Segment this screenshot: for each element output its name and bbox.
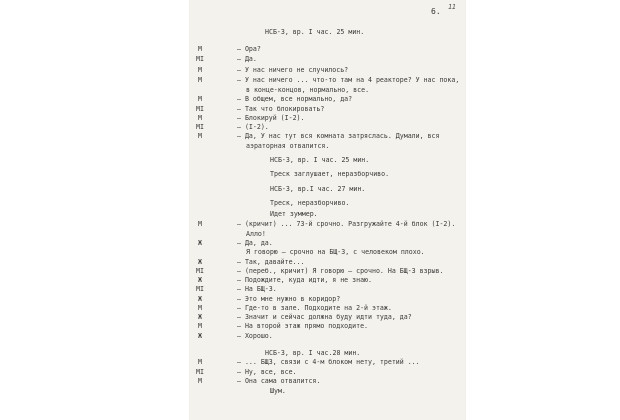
transcript-line — [190, 378, 465, 387]
speaker-label: Ж — [198, 332, 202, 340]
speaker-label: МI — [196, 105, 204, 113]
speaker-label: М — [198, 114, 202, 122]
line-text: Алло! — [246, 230, 266, 238]
speaker-label: М — [198, 304, 202, 312]
speaker-label: М — [198, 358, 202, 366]
transcript-line — [190, 369, 465, 378]
transcript-line — [190, 46, 465, 55]
speaker-label: Ж — [198, 258, 202, 266]
transcript-line — [190, 96, 465, 105]
speaker-label: МI — [196, 267, 204, 275]
line-text: – Это мне нужно в коридор? — [237, 295, 341, 303]
transcript-line — [190, 106, 465, 115]
speaker-label: МI — [196, 55, 204, 63]
speaker-label: М — [198, 377, 202, 385]
speaker-label: МI — [196, 123, 204, 131]
handwritten-annotation: 11 — [448, 3, 456, 11]
transcript-line — [190, 143, 465, 152]
speaker-label: М — [198, 76, 202, 84]
line-text: – (кричит) ... 73-й срочно. Разгружайте 4-й блок (I-2). — [237, 220, 456, 228]
line-text: – У нас ничего не случилось? — [237, 66, 349, 74]
line-text: – Так, давайте... — [237, 258, 305, 266]
line-text: – (I-2). — [237, 123, 269, 131]
line-text: – Она сама отвалится. — [237, 377, 321, 385]
line-text: – Где-то в зале. Подходите на 2-й этаж. — [237, 304, 392, 312]
transcript-line — [190, 200, 465, 209]
transcript-line — [190, 157, 465, 166]
speaker-label: М — [198, 66, 202, 74]
line-text: – В общем, все нормально, да? — [237, 95, 353, 103]
line-text: – На второй этаж прямо подходите. — [237, 322, 369, 330]
speaker-label: Ж — [198, 276, 202, 284]
page-number: 6. — [431, 7, 441, 16]
line-text: Шум. — [270, 387, 286, 395]
line-text: – (переб., кричит) Я говорю – срочно. На БЩ-3 взрыв. — [237, 267, 444, 275]
line-text: в конце-концов, нормально, все. — [246, 86, 370, 94]
line-text: – Хорошо. — [237, 332, 273, 340]
line-text: Я говорю – срочно на БЩ-3, с человеком плохо. — [246, 248, 425, 256]
line-text: Идет зуммер. — [270, 210, 318, 218]
speaker-label: Ж — [198, 295, 202, 303]
transcript-line — [190, 286, 465, 295]
transcript-line — [190, 211, 465, 220]
line-text: Треск заглушает, неразборчиво. — [270, 170, 390, 178]
speaker-label: Ж — [198, 239, 202, 247]
line-text: – Да, да. — [237, 239, 273, 247]
transcript-line — [190, 29, 465, 38]
line-text: – На БЩ-3. — [237, 285, 277, 293]
speaker-label: М — [198, 132, 202, 140]
speaker-label: М — [198, 220, 202, 228]
line-text: – Да. — [237, 55, 257, 63]
transcript-line — [190, 249, 465, 258]
line-text: Треск, неразборчиво. — [270, 199, 350, 207]
line-text: – Ора? — [237, 45, 261, 53]
line-text: НСБ-3, вр. I час. 25 мин. — [270, 156, 370, 164]
speaker-label: Ж — [198, 313, 202, 321]
line-text: НСБ-3, вр. I час.28 мин. — [265, 349, 361, 357]
document-page — [190, 0, 465, 420]
line-text: – У нас ничего ... что-то там на 4 реакторе? У нас пока, — [237, 76, 460, 84]
transcript-line — [190, 133, 465, 142]
line-text: аэраторная отвалится. — [246, 142, 330, 150]
transcript-line — [190, 221, 465, 230]
speaker-label: М — [198, 95, 202, 103]
line-text: – Значит и сейчас должна буду идти туда, да? — [237, 313, 412, 321]
speaker-label: М — [198, 322, 202, 330]
speaker-label: МI — [196, 368, 204, 376]
transcript-line — [190, 277, 465, 286]
transcript-line — [190, 115, 465, 124]
line-text: – Да, У нас тут вся комната затряслась. Думали, вся — [237, 132, 440, 140]
transcript-line — [190, 388, 465, 397]
line-text: – Ну, все, все. — [237, 368, 297, 376]
line-text: – Подождите, куда идти, я не знаю. — [237, 276, 372, 284]
transcript-line — [190, 77, 465, 86]
transcript-line — [190, 186, 465, 195]
transcript-line — [190, 323, 465, 332]
line-text: НСБ-3, вр.I час. 27 мин. — [270, 185, 366, 193]
line-text: – Блокируй (I-2). — [237, 114, 305, 122]
transcript-line — [190, 67, 465, 76]
transcript-line — [190, 56, 465, 65]
transcript-line — [190, 171, 465, 180]
line-text: – Так что блокировать? — [237, 105, 325, 113]
speaker-label: М — [198, 45, 202, 53]
speaker-label: МI — [196, 285, 204, 293]
line-text: НСБ-3, вр. I час. 25 мин. — [265, 28, 365, 36]
line-text: – ... БЩ3, связи с 4-м блоком нету, третий ... — [237, 358, 420, 366]
transcript-line — [190, 333, 465, 342]
transcript-line — [190, 231, 465, 240]
transcript-line — [190, 359, 465, 368]
